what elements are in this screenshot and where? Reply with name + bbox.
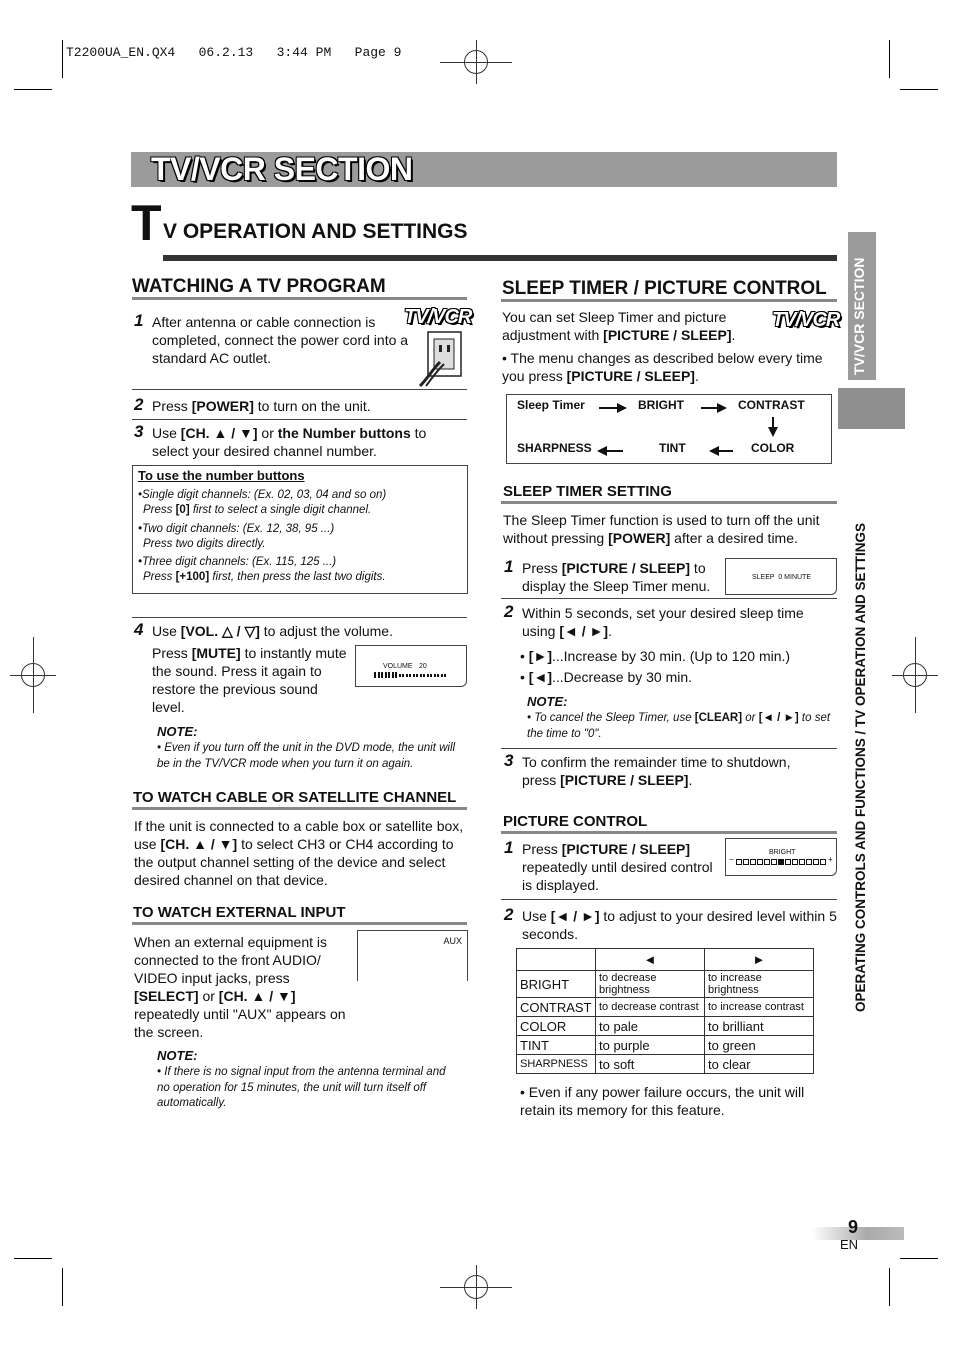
- table-row: [517, 998, 814, 1017]
- volume-segment: [413, 674, 415, 677]
- side-tab-marker: [838, 388, 905, 429]
- picture-control-heading: PICTURE CONTROL: [503, 813, 648, 830]
- step-number: 4: [134, 620, 144, 639]
- menu-change-text: • The menu changes as described below every time you press [PICTURE / SLEEP].: [502, 350, 823, 384]
- step3-text: Use [CH. ▲ / ▼] or the Number buttons to select your desired channel number.: [152, 425, 427, 459]
- side-chapter-label: OPERATING CONTROLS AND FUNCTIONS / TV OPERATION AND SETTINGS: [853, 522, 868, 1012]
- cable-heading: TO WATCH CABLE OR SATELLITE CHANNEL: [133, 789, 457, 806]
- picture-segment: [771, 859, 777, 865]
- side-section-tab: [848, 232, 876, 380]
- control-name: COLOR: [517, 1017, 596, 1036]
- flow-arrows: [507, 395, 831, 463]
- picture-osd-label: BRIGHT: [769, 849, 796, 856]
- watching-heading: WATCHING A TV PROGRAM: [132, 276, 386, 297]
- sleep-setting-intro: The Sleep Timer function is used to turn off the unit without pressing [POWER] after a desired time.: [503, 512, 820, 546]
- crop-mark: [14, 1258, 52, 1259]
- divider: [501, 598, 837, 599]
- step-number: 1: [134, 311, 144, 330]
- decrease-effect: to decrease contrast: [595, 998, 704, 1017]
- volume-segment: [434, 674, 436, 677]
- picture-segment: [799, 859, 805, 865]
- volume-segment: [441, 674, 443, 677]
- watching-note: • Even if you turn off the unit in the DVD mode, the unit will be in the TV/VCR mode when you turn it on again.: [157, 742, 456, 770]
- note-label: NOTE:: [157, 1048, 198, 1063]
- volume-label: VOLUME: [383, 663, 413, 670]
- power-outlet-illustration: [418, 330, 464, 388]
- volume-level-bar: [374, 672, 448, 678]
- cable-text: If the unit is connected to a cable box or satellite box, use [CH. ▲ / ▼] to select CH3 or CH4 according to the output channel setting of the device and select desired channel on that device.: [134, 818, 464, 888]
- aux-label: AUX: [443, 936, 462, 946]
- table-row: [517, 1055, 814, 1074]
- picture-segment: [757, 859, 763, 865]
- control-name: BRIGHT: [517, 971, 596, 998]
- sleep-note: • To cancel the Sleep Timer, use [CLEAR] or [◄ / ►] to set the time to "0".: [527, 712, 831, 740]
- step1-text: After antenna or cable connection is completed, connect the power cord into a standard AC outlet.: [152, 314, 409, 366]
- heading-rule: [132, 922, 467, 925]
- crop-mark: [889, 40, 890, 78]
- three-digit-text: •Three digit channels: (Ex. 115, 125 ...): [138, 556, 337, 568]
- two-digit-help: Press two digits directly.: [143, 538, 266, 550]
- step4-text: Use [VOL. △ / ▽] to adjust the volume.: [152, 623, 393, 639]
- sleep-osd: [725, 558, 837, 595]
- increase-effect: to green: [704, 1036, 813, 1055]
- picture-segment: [764, 859, 770, 865]
- picture-segment: [785, 859, 791, 865]
- two-digit-text: •Two digit channels: (Ex. 12, 38, 95 ...): [138, 523, 335, 535]
- sleep-step1-text: Press [PICTURE / SLEEP] to display the Sleep Timer menu.: [522, 560, 711, 594]
- tvvcr-logo: TV/VCR: [404, 306, 472, 328]
- three-digit-help: Press [+100] first, then press the last two digits.: [143, 571, 386, 583]
- crop-mark: [889, 1268, 890, 1306]
- flow-contrast: CONTRAST: [738, 398, 805, 412]
- language-code: EN: [840, 1237, 859, 1252]
- step-number: 2: [504, 905, 514, 924]
- sleep-osd-text: SLEEP 0 MINUTE: [752, 574, 812, 581]
- title-drop-letter: T: [131, 195, 162, 251]
- crop-mark: [900, 1258, 938, 1259]
- increase-effect: to increase contrast: [704, 998, 813, 1017]
- minus-sign: −: [729, 855, 734, 864]
- picture-segment: [778, 859, 784, 865]
- control-name: CONTRAST: [517, 998, 596, 1017]
- picture-segment: [792, 859, 798, 865]
- crop-mark: [62, 40, 63, 78]
- external-heading: TO WATCH EXTERNAL INPUT: [133, 904, 346, 921]
- page-title: V OPERATION AND SETTINGS: [163, 220, 468, 243]
- mute-text: Press [MUTE] to instantly mute the sound. Press it again to restore the previous sound level.: [152, 645, 347, 715]
- banner-title: TV/VCR SECTION: [151, 151, 413, 187]
- flow-sleep-timer: Sleep Timer: [517, 398, 585, 412]
- sleep-intro: You can set Sleep Timer and picture adjustment with [PICTURE / SLEEP].: [502, 309, 736, 343]
- heading-rule: [501, 831, 837, 834]
- increase-effect: to clear: [704, 1055, 813, 1074]
- increase-effect: to increase brightness: [704, 971, 813, 998]
- note-label: NOTE:: [157, 724, 198, 739]
- volume-segment: [430, 674, 432, 677]
- picture-segment: [820, 859, 826, 865]
- side-section-label: TV/VCR SECTION: [851, 257, 867, 375]
- divider: [132, 419, 467, 420]
- decrease-effect: to soft: [595, 1055, 704, 1074]
- tvvcr-logo: TV/VCR: [772, 309, 840, 331]
- step-number: 1: [504, 557, 514, 576]
- page-number: 9: [848, 1217, 859, 1237]
- crop-mark: [900, 89, 938, 90]
- volume-segment: [374, 672, 376, 678]
- heading-rule: [132, 807, 467, 810]
- volume-segment: [402, 674, 404, 677]
- sleep-heading: SLEEP TIMER / PICTURE CONTROL: [502, 278, 827, 299]
- single-digit-help: Press [0] first to select a single digit channel.: [143, 504, 372, 516]
- picture-step2-text: Use [◄ / ►] to adjust to your desired level within 5 seconds.: [522, 908, 837, 942]
- volume-segment: [409, 674, 411, 677]
- volume-segment: [406, 674, 408, 677]
- table-row: [517, 1036, 814, 1055]
- section-banner: [131, 152, 837, 187]
- volume-value: 20: [419, 663, 427, 670]
- divider: [501, 748, 837, 749]
- flow-bright: BRIGHT: [638, 398, 684, 412]
- volume-segment: [395, 672, 397, 678]
- step-number: 1: [504, 838, 514, 857]
- decrease-effect: to decrease brightness: [595, 971, 704, 998]
- sleep-step2-text: Within 5 seconds, set your desired sleep time using [◄ / ►].: [522, 605, 804, 639]
- memory-note: • Even if any power failure occurs, the unit will retain its memory for this feature.: [520, 1084, 805, 1118]
- picture-segment: [743, 859, 749, 865]
- flow-tint: TINT: [659, 441, 686, 455]
- volume-segment: [385, 672, 387, 678]
- heading-rule: [132, 297, 467, 300]
- step2-text: Press [POWER] to turn on the unit.: [152, 398, 371, 414]
- control-name: TINT: [517, 1036, 596, 1055]
- picture-segment: [750, 859, 756, 865]
- divider: [132, 617, 467, 618]
- picture-segment: [806, 859, 812, 865]
- picture-osd: [725, 838, 837, 876]
- plus-sign: +: [828, 855, 833, 864]
- heading-rule: [501, 299, 837, 302]
- step-number: 2: [504, 602, 514, 621]
- number-buttons-box: [132, 465, 468, 594]
- note-label: NOTE:: [527, 694, 568, 709]
- flow-sharpness: SHARPNESS: [517, 441, 592, 455]
- single-digit-text: •Single digit channels: (Ex. 02, 03, 04 and so on): [138, 489, 387, 501]
- volume-osd: [355, 645, 467, 687]
- decrease-header: ◄: [595, 949, 704, 971]
- volume-segment: [392, 672, 394, 678]
- volume-segment: [388, 672, 390, 678]
- picture-segment: [736, 859, 742, 865]
- volume-segment: [423, 674, 425, 677]
- aux-osd: [357, 930, 468, 981]
- picture-step1-text: Press [PICTURE / SLEEP] repeatedly until desired control is displayed.: [522, 841, 713, 893]
- volume-segment: [416, 674, 418, 677]
- box-title: To use the number buttons: [138, 468, 305, 483]
- step-number: 3: [134, 422, 144, 441]
- title-underline: [163, 255, 837, 261]
- increase-bullet: • [►]...Increase by 30 min. (Up to 120 min.): [520, 648, 791, 664]
- picture-level-bar: [729, 855, 833, 865]
- sleep-step3-text: To confirm the remainder time to shutdown, press [PICTURE / SLEEP].: [522, 754, 791, 788]
- increase-effect: to brilliant: [704, 1017, 813, 1036]
- increase-header: ►: [704, 949, 813, 971]
- divider: [501, 899, 837, 900]
- volume-segment: [381, 672, 383, 678]
- volume-segment: [437, 674, 439, 677]
- external-note: • If there is no signal input from the antenna terminal and no operation for 15 minutes, the unit will turn itself off automatically.: [157, 1066, 446, 1109]
- flow-color: COLOR: [751, 441, 795, 455]
- picture-control-table: [516, 948, 814, 1074]
- table-row: [517, 971, 814, 998]
- step-number: 2: [134, 395, 144, 414]
- volume-segment: [444, 674, 446, 677]
- external-text: When an external equipment is connected to the front AUDIO/ VIDEO input jacks, press [SELECT] or [CH. ▲ / ▼] repeatedly until "AUX" appears on the screen.: [134, 934, 346, 1040]
- picture-segment: [813, 859, 819, 865]
- crop-mark: [62, 1268, 63, 1306]
- decrease-bullet: • [◄]...Decrease by 30 min.: [520, 669, 693, 685]
- menu-flow-diagram: [506, 394, 832, 464]
- volume-segment: [399, 674, 401, 677]
- print-header: T2200UA_EN.QX4 06.2.13 3:44 PM Page 9: [66, 45, 402, 60]
- step-number: 3: [504, 751, 514, 770]
- decrease-effect: to pale: [595, 1017, 704, 1036]
- heading-rule: [501, 501, 837, 504]
- table-header-row: [517, 949, 814, 971]
- decrease-effect: to purple: [595, 1036, 704, 1055]
- sleep-setting-heading: SLEEP TIMER SETTING: [503, 483, 672, 500]
- divider: [132, 389, 467, 390]
- table-row: [517, 1017, 814, 1036]
- volume-segment: [378, 672, 380, 678]
- control-name: SHARPNESS: [517, 1055, 596, 1074]
- crop-mark: [14, 89, 52, 90]
- volume-segment: [420, 674, 422, 677]
- volume-segment: [427, 674, 429, 677]
